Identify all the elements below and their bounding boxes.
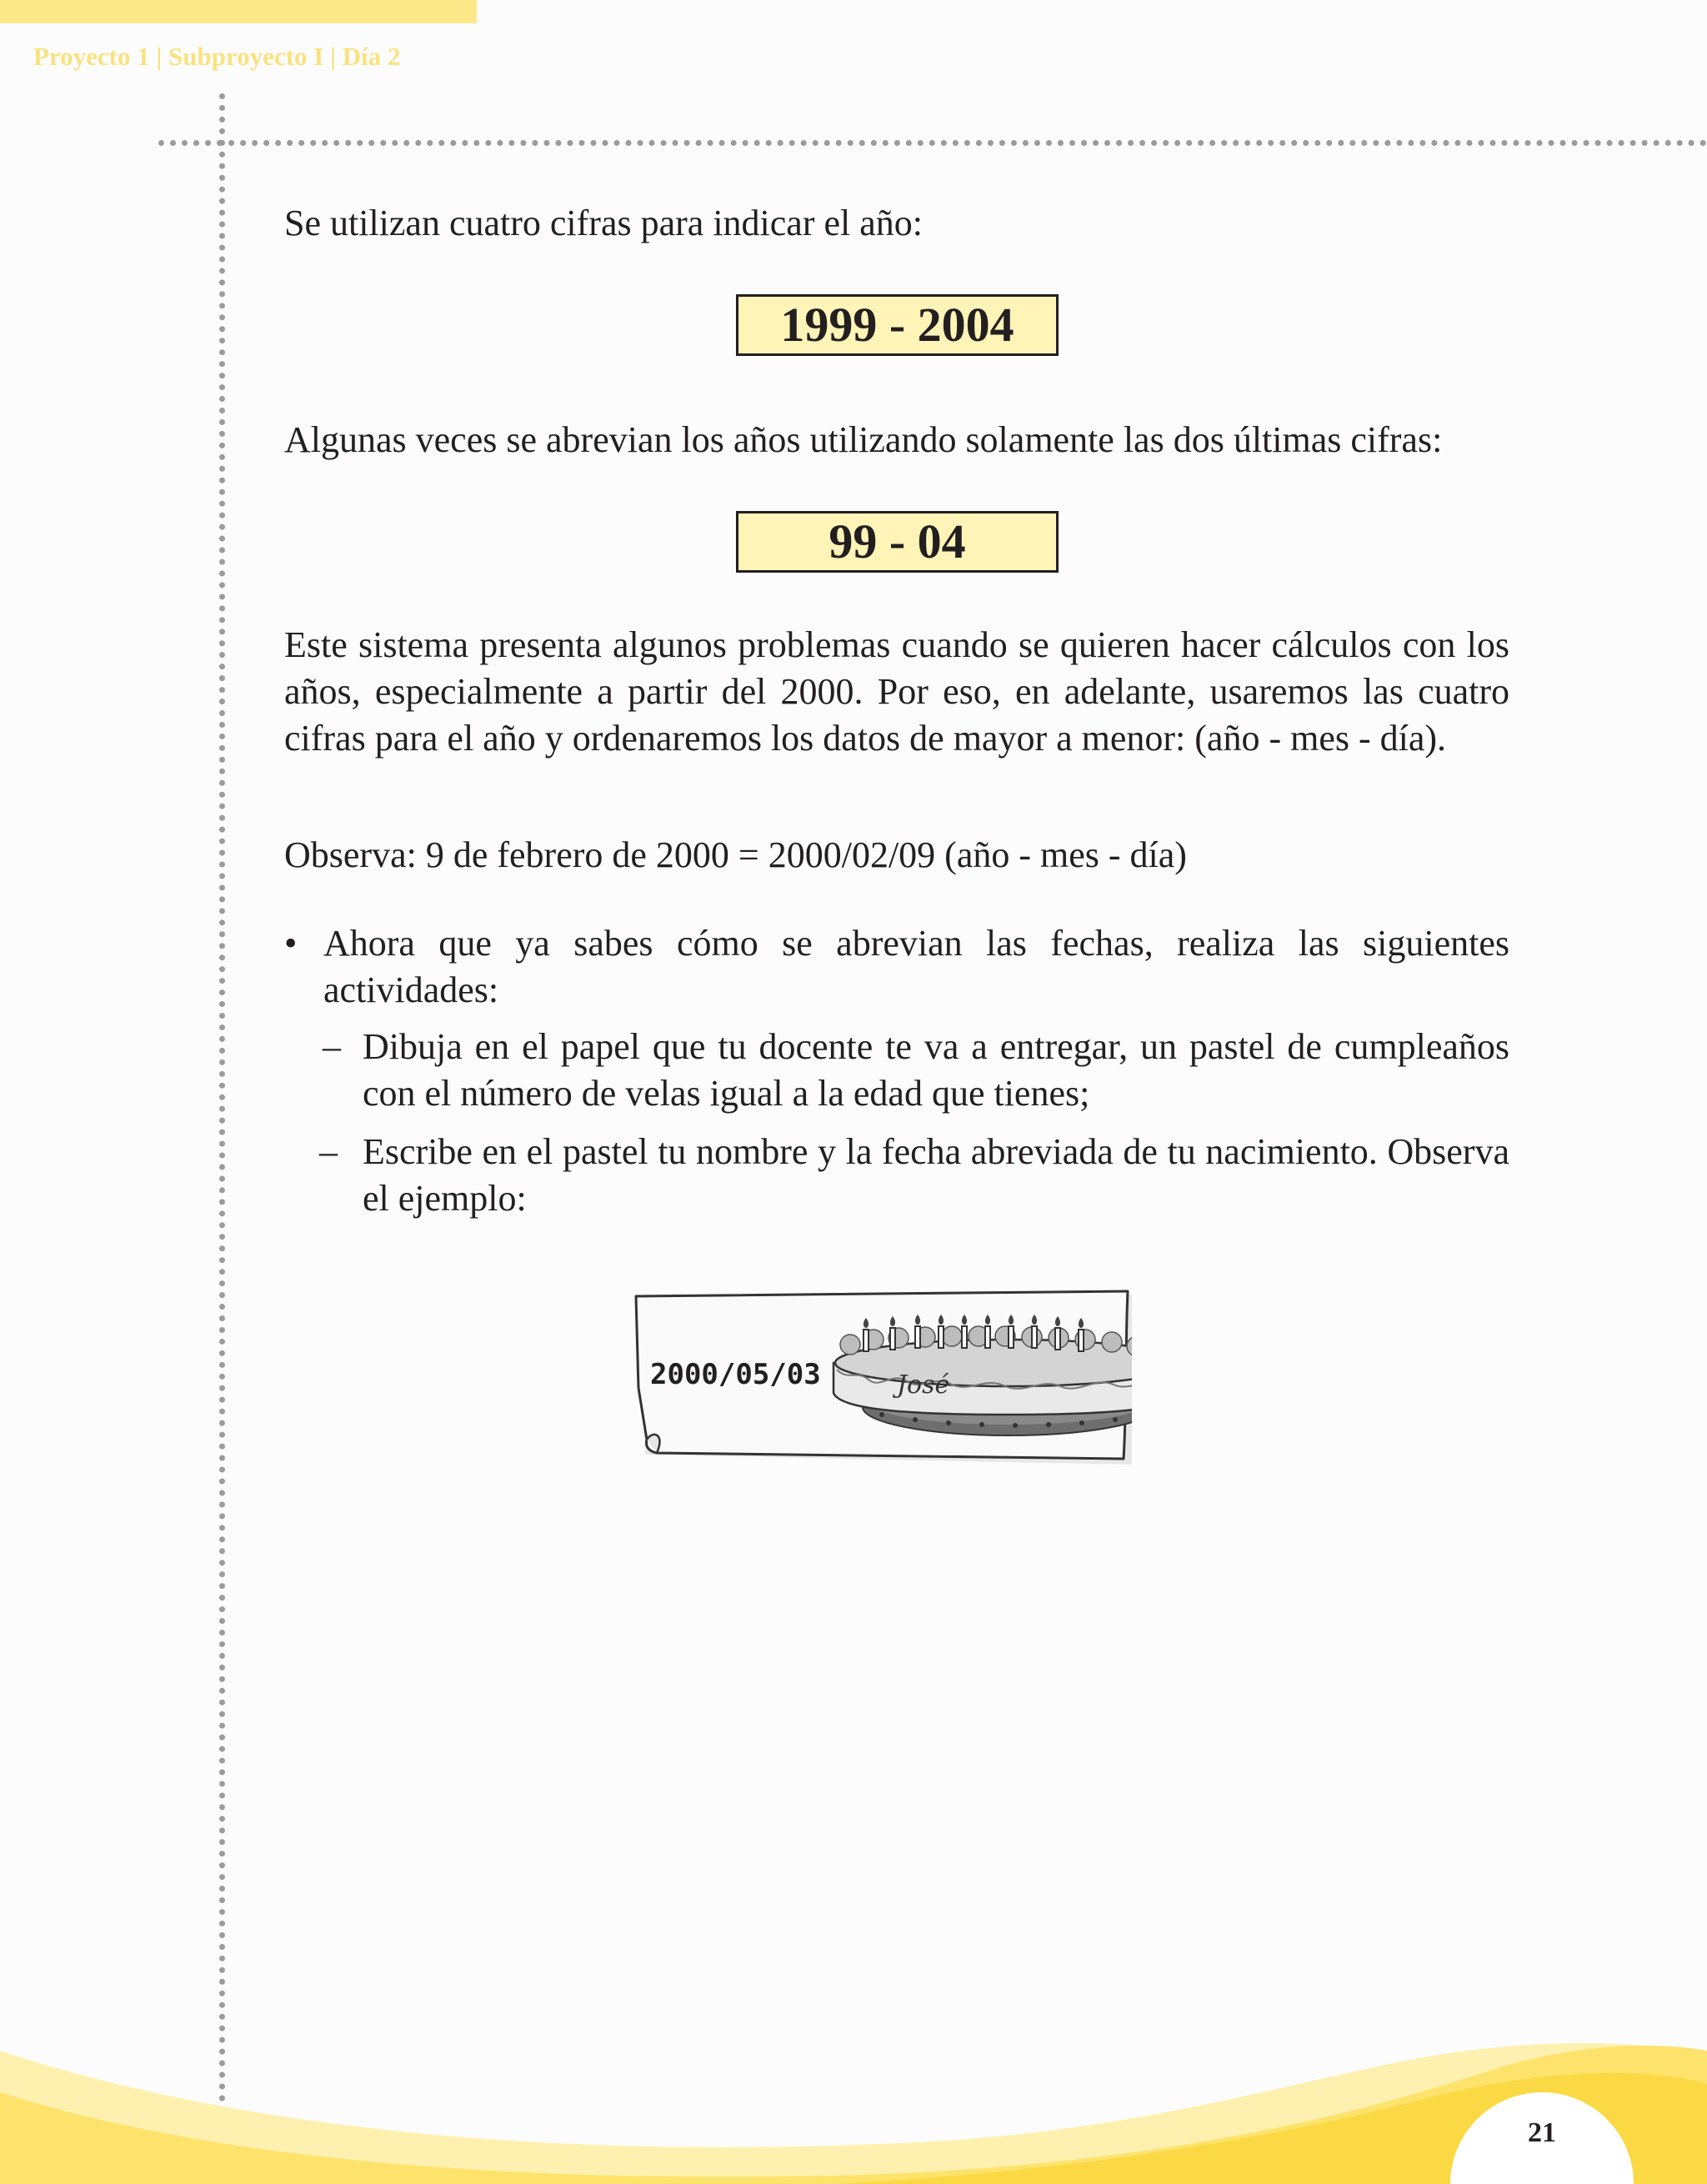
running-header: Proyecto 1 | Subproyecto I | Día 2 [33, 42, 401, 71]
bottom-wave-decoration [0, 2034, 1707, 2184]
dash-marker: – [323, 1026, 341, 1067]
dash-item-text: Escribe en el pastel tu nombre y la fecha abreviada de tu nacimiento. Observa el ejemplo: [363, 1131, 1509, 1219]
cake-name-label: José [897, 1370, 950, 1400]
bullet-text: Ahora que ya sabes cómo se abrevian las fechas, realiza las siguientes actividades: [323, 923, 1509, 1010]
intro-abbrev-text: Algunas veces se abrevian los años utilizando solamente las dos últimas cifras: [284, 419, 1443, 460]
page-number: 21 [1528, 2117, 1556, 2148]
illustration-date-label: 2000/05/03 [650, 1358, 821, 1391]
dash-marker: – [319, 1131, 338, 1172]
activity-bullet [284, 920, 1509, 1014]
dash-item-text: Dibuja en el papel que tu docente te va a entregar, un pastel de cumpleaños con el número de velas igual a la edad que tienes; [363, 1026, 1509, 1114]
dash-item-draw-cake [323, 1024, 1509, 1117]
header-accent-bar [0, 0, 477, 23]
dash-item-write-name [319, 1129, 1509, 1222]
birthday-cake-illustration [632, 1288, 1132, 1467]
horizontal-dotted-rule [158, 140, 1707, 146]
full-years-box: 1999 - 2004 [736, 294, 1059, 356]
vertical-dotted-rule [219, 93, 225, 2184]
intro-years-text: Se utilizan cuatro cifras para indicar el año: [284, 203, 923, 243]
system-paragraph: Este sistema presenta algunos problemas cuando se quieren hacer cálculos con los años, especialmente a partir del 2000. Por eso, en adelante, usaremos las cuatro cifras para el año y ordenaremos los datos de mayor a menor: (año - mes - día). [284, 624, 1509, 759]
short-years-box: 99 - 04 [736, 511, 1059, 573]
observe-example-text: Observa: 9 de febrero de 2000 = 2000/02/09 (año - mes - día) [284, 834, 1187, 875]
bullet-marker: • [284, 923, 298, 964]
